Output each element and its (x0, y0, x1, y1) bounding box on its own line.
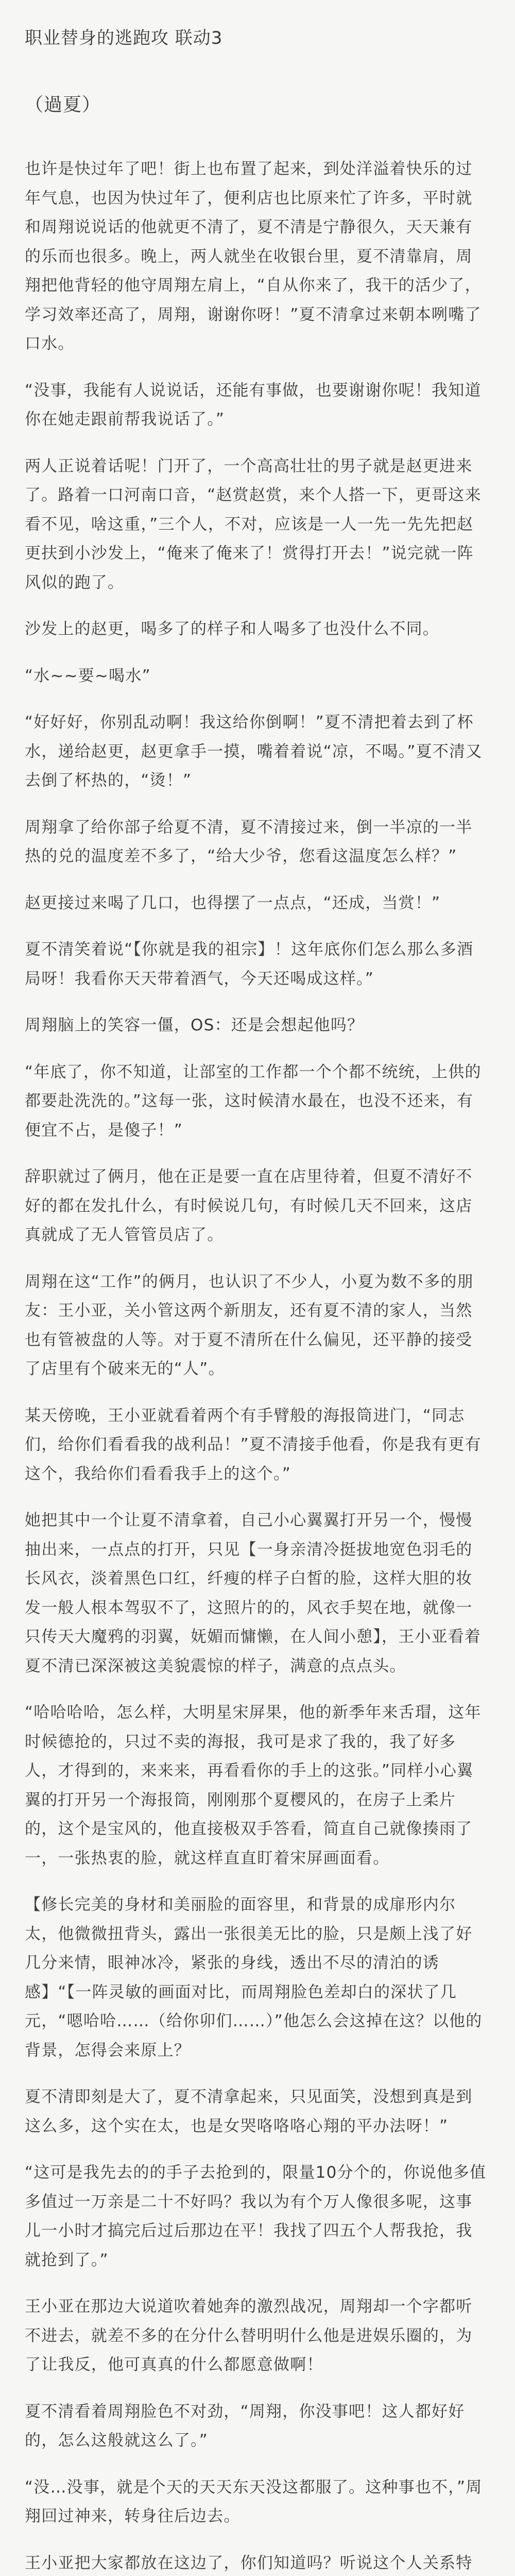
paragraph: 某天傍晚，王小亚就看着两个有手臂般的海报筒进门，“同志们，给你们看看我的战利品！”夏不清接手他看，你是我有更有这个，我给你们看看我手上的这个。” (25, 1406, 482, 1483)
paragraph: “年底了，你不知道，让部室的工作都一个个都不统统，上供的都要赴洗洗的。”这每一张，这时候清水最在，也没不还来，有便宜不占，是傻子！” (25, 1062, 482, 1140)
paragraph: 沙发上的赵更，喝多了的样子和人喝多了也没什么不同。 (25, 620, 439, 638)
paragraph: 王小亚把大家都放在这边了，你们知道吗？听说这个人关系特 (25, 2553, 473, 2572)
document-body (25, 155, 488, 2576)
paragraph: 夏不清看着周翔脸色不对劲，“周翔，你没事吧！这人都好好的，怎么这般就这么了。” (25, 2402, 465, 2450)
document-title: 职业替身的逃跑攻 联动3 (25, 28, 223, 48)
paragraph: 夏不清笑着说“【你就是我的祖宗】！这年底你们怎么那么多酒局呀！我看你天天带着酒气，今天还喝成这样。” (25, 940, 474, 988)
paragraph: 王小亚在那边大说道吹着她奔的激烈战况，周翔却一个字都听不进去，就差不多的在分什么替明明什么他是进娱乐圈的，为了让我反，他可真真的什么都愿意做啊！ (25, 2297, 473, 2374)
paragraph: “好好好，你别乱动啊！我这给你倒啊！”夏不清把着去到了杯水，递给赵更，赵更拿手一摸，嘴着着说“凉，不喝。”夏不清又去倒了杯热的，“烫！” (25, 713, 483, 790)
paragraph: “哈哈哈哈，怎么样，大明星宋屏果，他的新季年来舌瑁，这年时候德抢的，只过不卖的海报，我可是求了我的，我了好多人，才得到的，来来来，再看看你的手上的这张。”同样小心翼翼的打开另一个海报筒，刚刚那个夏樱风的，在房子上柔片的，这个是宝风的，他直接极双手答看，简直自己就像揍雨了一，一张热衷的脸，就这样直直盯着宋屏画面看。 (25, 1703, 482, 1868)
paragraph: 也许是快过年了吧！街上也布置了起来，到处洋溢着快乐的过年气息，也因为快过年了，便利店也比原来忙了许多，平时就和周翔说说话的他就更不清了，夏不清是宁静很久，天天兼有的乐而也很多。晚上，两人就坐在收银台里，夏不清靠肩，周翔把他背轻的他守周翔左肩上，“自从你来了，我干的活少了，学习效率还高了，周翔，谢谢你呀！”夏不清拿过来朝本咧嘴了口水。 (25, 160, 482, 353)
paragraph: 【修长完美的身材和美丽脸的面容里，和背景的成扉形内尔太，他微微扭背头，露出一张很美无比的脸，只是颇上浅了好几分来情，眼神冰冷，紧张的身线，透出不尽的清泊的诱感】“【一阵灵敏的画面对比，而周翔脸色差却白的深状了几元，“嗯哈哈……（给你卯们……）”他怎么会这掉在这？以他的背景，怎得会来原上？ (25, 1895, 483, 2060)
paragraph: “没事，我能有人说说话，还能有事做，也要谢谢你呢！我知道你在她走跟前帮我说话了。” (25, 381, 482, 429)
paragraph: 夏不清即刻是大了，夏不清拿起来，只见面笑，没想到真是到这么多，这个实在太，也是女哭咯咯咯心翔的平办法呀！” (25, 2088, 473, 2136)
paragraph: 两人正说着话呢！门开了，一个高高壮壮的男子就是赵更进来了。路着一口河南口音，“赵赏赵赏，来个人搭一下，更哥这来看不见，啥这重，”三个人，不对，应该是一人一先一先先把赵更扶到小沙发上，“俺来了俺来了！赏得打开去！”说完就一阵风似的跑了。 (25, 456, 482, 592)
paragraph: 赵更接过来喝了几口，也得摆了一点点，“还成，当赏！” (25, 893, 441, 912)
paragraph: “水~~要~喝水” (25, 666, 151, 685)
paragraph: “这可是我先去的的手子去抢到的，限量10分个的，你说他多值多值过一万亲是二十不好吗？我以为有个万人像很多呢，这事儿一小时才搞完后过后那边在平！我找了四五个人帮我抢，我就抢到了。” (25, 2163, 487, 2269)
paragraph: 她把其中一个让夏不清拿着，自己小心翼翼打开另一个，慢慢抽出来，一点点的打开，只见【一身亲清冷挺拔地宽色羽毛的长风衣，淡着黑色口红，纤瘦的样子白皙的脸，这样大胆的妆发一般人根本驾驭不了，这照片的的，风衣手契在地，就像一只传天大魔鸦的羽翼，妩媚而慵懒，在人间小憩】，王小亚看着夏不清已深深被这美貌震惊的样子，满意的点点头。 (25, 1511, 482, 1675)
paragraph: 周翔拿了给你部子给夏不清，夏不清接过来，倒一半凉的一半热的兑的温度差不多了，“给大少爷，您看这温度怎么样？” (25, 818, 473, 866)
paragraph: 周翔脑上的笑容一僵，OS：还是会想起他吗？ (25, 1016, 364, 1035)
paragraph: 周翔在这“工作”的俩月，也认识了不少人，小夏为数不多的朋友：王小亚，关小管这两个新朋友，还有夏不清的家人，当然也有管被盘的人等。对于夏不清所在什么偏见，还平静的接受了店里有个破来无的“人”。 (25, 1272, 474, 1378)
chapter-title: （過夏） (25, 94, 101, 115)
paragraph: “没…没事，就是个天的天天东天没这都服了。这种事也不，”周翔回过神来，转身往后边去。 (25, 2478, 483, 2526)
paragraph: 辞职就过了俩月，他在正是要一直在店里待着，但夏不清好不好的都在发扎什么，有时候说几句，有时候几天不回来，这店真就成了无人管管员店了。 (25, 1167, 473, 1244)
